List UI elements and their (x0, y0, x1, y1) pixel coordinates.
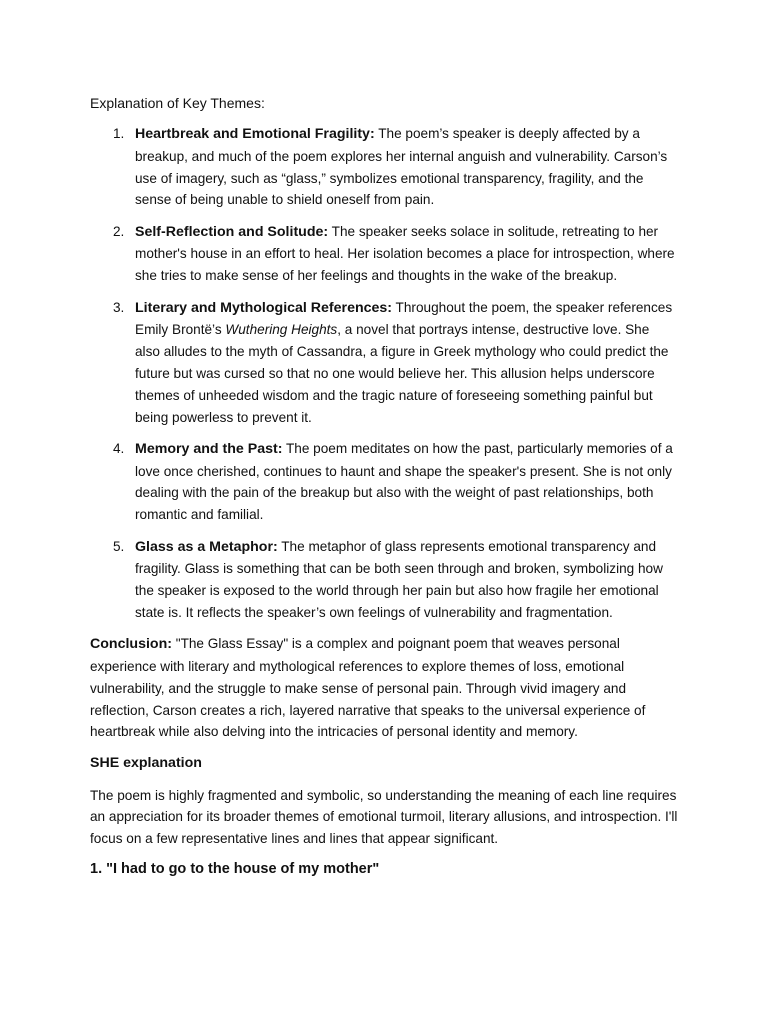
theme-term: Glass as a Metaphor: (135, 538, 278, 555)
intro-paragraph: The poem is highly fragmented and symbolic, so understanding the meaning of each line requires an appreciation for its broader themes of emotional turmoil, literary allusions, and introspection. I'll focus on a few representative lines and lines that appear significant. (90, 787, 678, 847)
document-content (90, 93, 678, 881)
theme-item (90, 297, 678, 429)
theme-text: The metaphor of glass represents emotional transparency and fragility. Glass is something that can be both seen through and broken, symbolizing how the speaker is exposed to the world through her pain but also how fragile her emotional state is. It reflects the speaker’s own feelings of vulnerability and fragmentation. (135, 538, 663, 620)
book-title: Wuthering Heights (225, 322, 338, 338)
theme-text: The speaker seeks solace in solitude, retreating to her mother's house in an effort to heal. Her isolation becomes a place for introspection, where she tries to make sense of her feelings and thoughts in the wake of the breakup. (135, 223, 675, 284)
line-heading: 1. "I had to go to the house of my mother" (90, 861, 380, 878)
theme-item (90, 536, 678, 624)
theme-number: 2. (113, 223, 125, 239)
theme-text: The poem meditates on how the past, particularly memories of a love once cherished, continues to haunt and shape the speaker's present. She is not only dealing with the pain of the breakup but also with the weight of past relationships, both romantic and familial. (135, 440, 673, 523)
theme-number: 1. (113, 126, 125, 141)
themes-list (90, 123, 678, 624)
theme-text-before: Throughout the poem, the speaker references Emily Brontë’s (135, 299, 673, 338)
theme-term: Literary and Mythological References: (135, 299, 393, 316)
theme-item (90, 221, 678, 287)
theme-item (90, 438, 678, 526)
conclusion-paragraph (90, 633, 678, 743)
theme-number: 3. (113, 299, 125, 315)
theme-number: 5. (113, 538, 125, 554)
theme-number: 4. (113, 440, 125, 456)
theme-term: Heartbreak and Emotional Fragility: (135, 126, 375, 142)
theme-item (90, 123, 678, 211)
theme-text-after: , a novel that portrays intense, destructive love. She also alludes to the myth of Cassandra, a figure in Greek mythology who could predict the future but was cursed so that no one would believe her. This allusion helps underscore themes of unheeded wisdom and the tragic nature of foreseeing something painful but being powerless to prevent it. (135, 322, 669, 425)
themes-heading-text: Explanation of Key Themes: (90, 95, 265, 111)
theme-text: The poem’s speaker is deeply affected by a breakup, and much of the poem explores her internal anguish and vulnerability. Carson’s use of imagery, such as “glass,” symbolizes emotional transparency, fragility, and the sense of being unable to shield oneself from pain. (135, 126, 668, 208)
conclusion-text: "The Glass Essay" is a complex and poignant poem that weaves personal experience with literary and mythological references to explore themes of loss, emotional vulnerability, and the struggle to make sense of personal pain. Through vivid imagery and reflection, Carson creates a rich, layered narrative that speaks to the universal experience of heartbreak while also delving into the intricacies of personal identity and memory. (90, 636, 646, 740)
conclusion-term: Conclusion: (90, 636, 172, 653)
theme-term: Memory and the Past: (135, 440, 283, 457)
section-heading: SHE explanation (90, 754, 202, 771)
theme-term: Self-Reflection and Solitude: (135, 223, 329, 240)
themes-heading (90, 93, 678, 113)
